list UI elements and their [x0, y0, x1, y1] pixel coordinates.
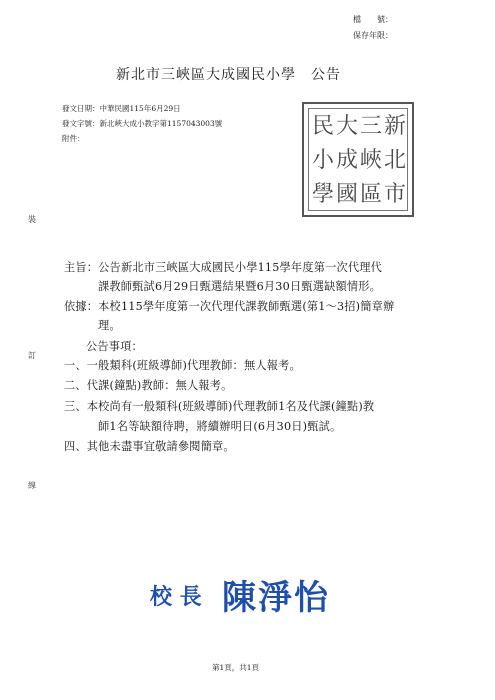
page-number: 第1頁，共1頁 [212, 663, 260, 672]
file-number-label: 檔 號： [353, 15, 393, 24]
notice-heading: 公告事項： [86, 340, 143, 353]
page-title: 新北市三峽區大成國民小學 公告 [116, 67, 341, 83]
notice-item-3-line-2: 師1名等缺額待聘，將續辦明日(6月30日)甄試。 [98, 420, 342, 433]
subject-line-1: 主旨：公告新北市三峽區大成國民小學115學年度第一次代理代 [64, 261, 383, 274]
notice-item-4: 四、其他未盡事宜敬請參閱簡章。 [64, 440, 235, 453]
seal-text-col4: 民小學 [311, 114, 334, 207]
notice-item-1: 一、一般類科(班級導師)代理教師：無人報考。 [64, 359, 301, 372]
binding-mark-xian: 線 [28, 481, 36, 490]
official-seal [302, 102, 414, 217]
seal-text-col1: 新北市 [383, 114, 406, 207]
principal-name-signature: 陳淨怡 [222, 578, 330, 618]
subject-line-2: 課教師甄試6月29日甄選結果暨6月30日甄選缺額情形。 [98, 280, 382, 293]
seal-text-col3: 大成國 [335, 114, 358, 207]
binding-mark-zhuang: 裝 [28, 215, 36, 224]
principal-title: 校 長 [150, 585, 202, 610]
basis-line-1: 依據：本校115學年度第一次代理代課教師甄選(第1～3招)簡章辦 [64, 300, 395, 313]
attachment-label: 附件： [62, 134, 85, 143]
issue-date: 發文日期：中華民國115年6月29日 [62, 104, 181, 113]
notice-item-3-line-1: 三、本校尚有一般類科(班級導師)代理教師1名及代課(鐘點)教 [64, 400, 375, 413]
retention-period-label: 保存年限： [353, 31, 393, 40]
binding-mark-ding: 訂 [28, 351, 36, 360]
basis-line-2: 理。 [98, 319, 121, 332]
notice-item-2: 二、代課(鐘點)教師：無人報考。 [64, 379, 233, 392]
seal-text-col2: 三峽區 [359, 114, 382, 207]
issue-number: 發文字號：新北峽大成小教字第1157043003號 [62, 119, 223, 128]
